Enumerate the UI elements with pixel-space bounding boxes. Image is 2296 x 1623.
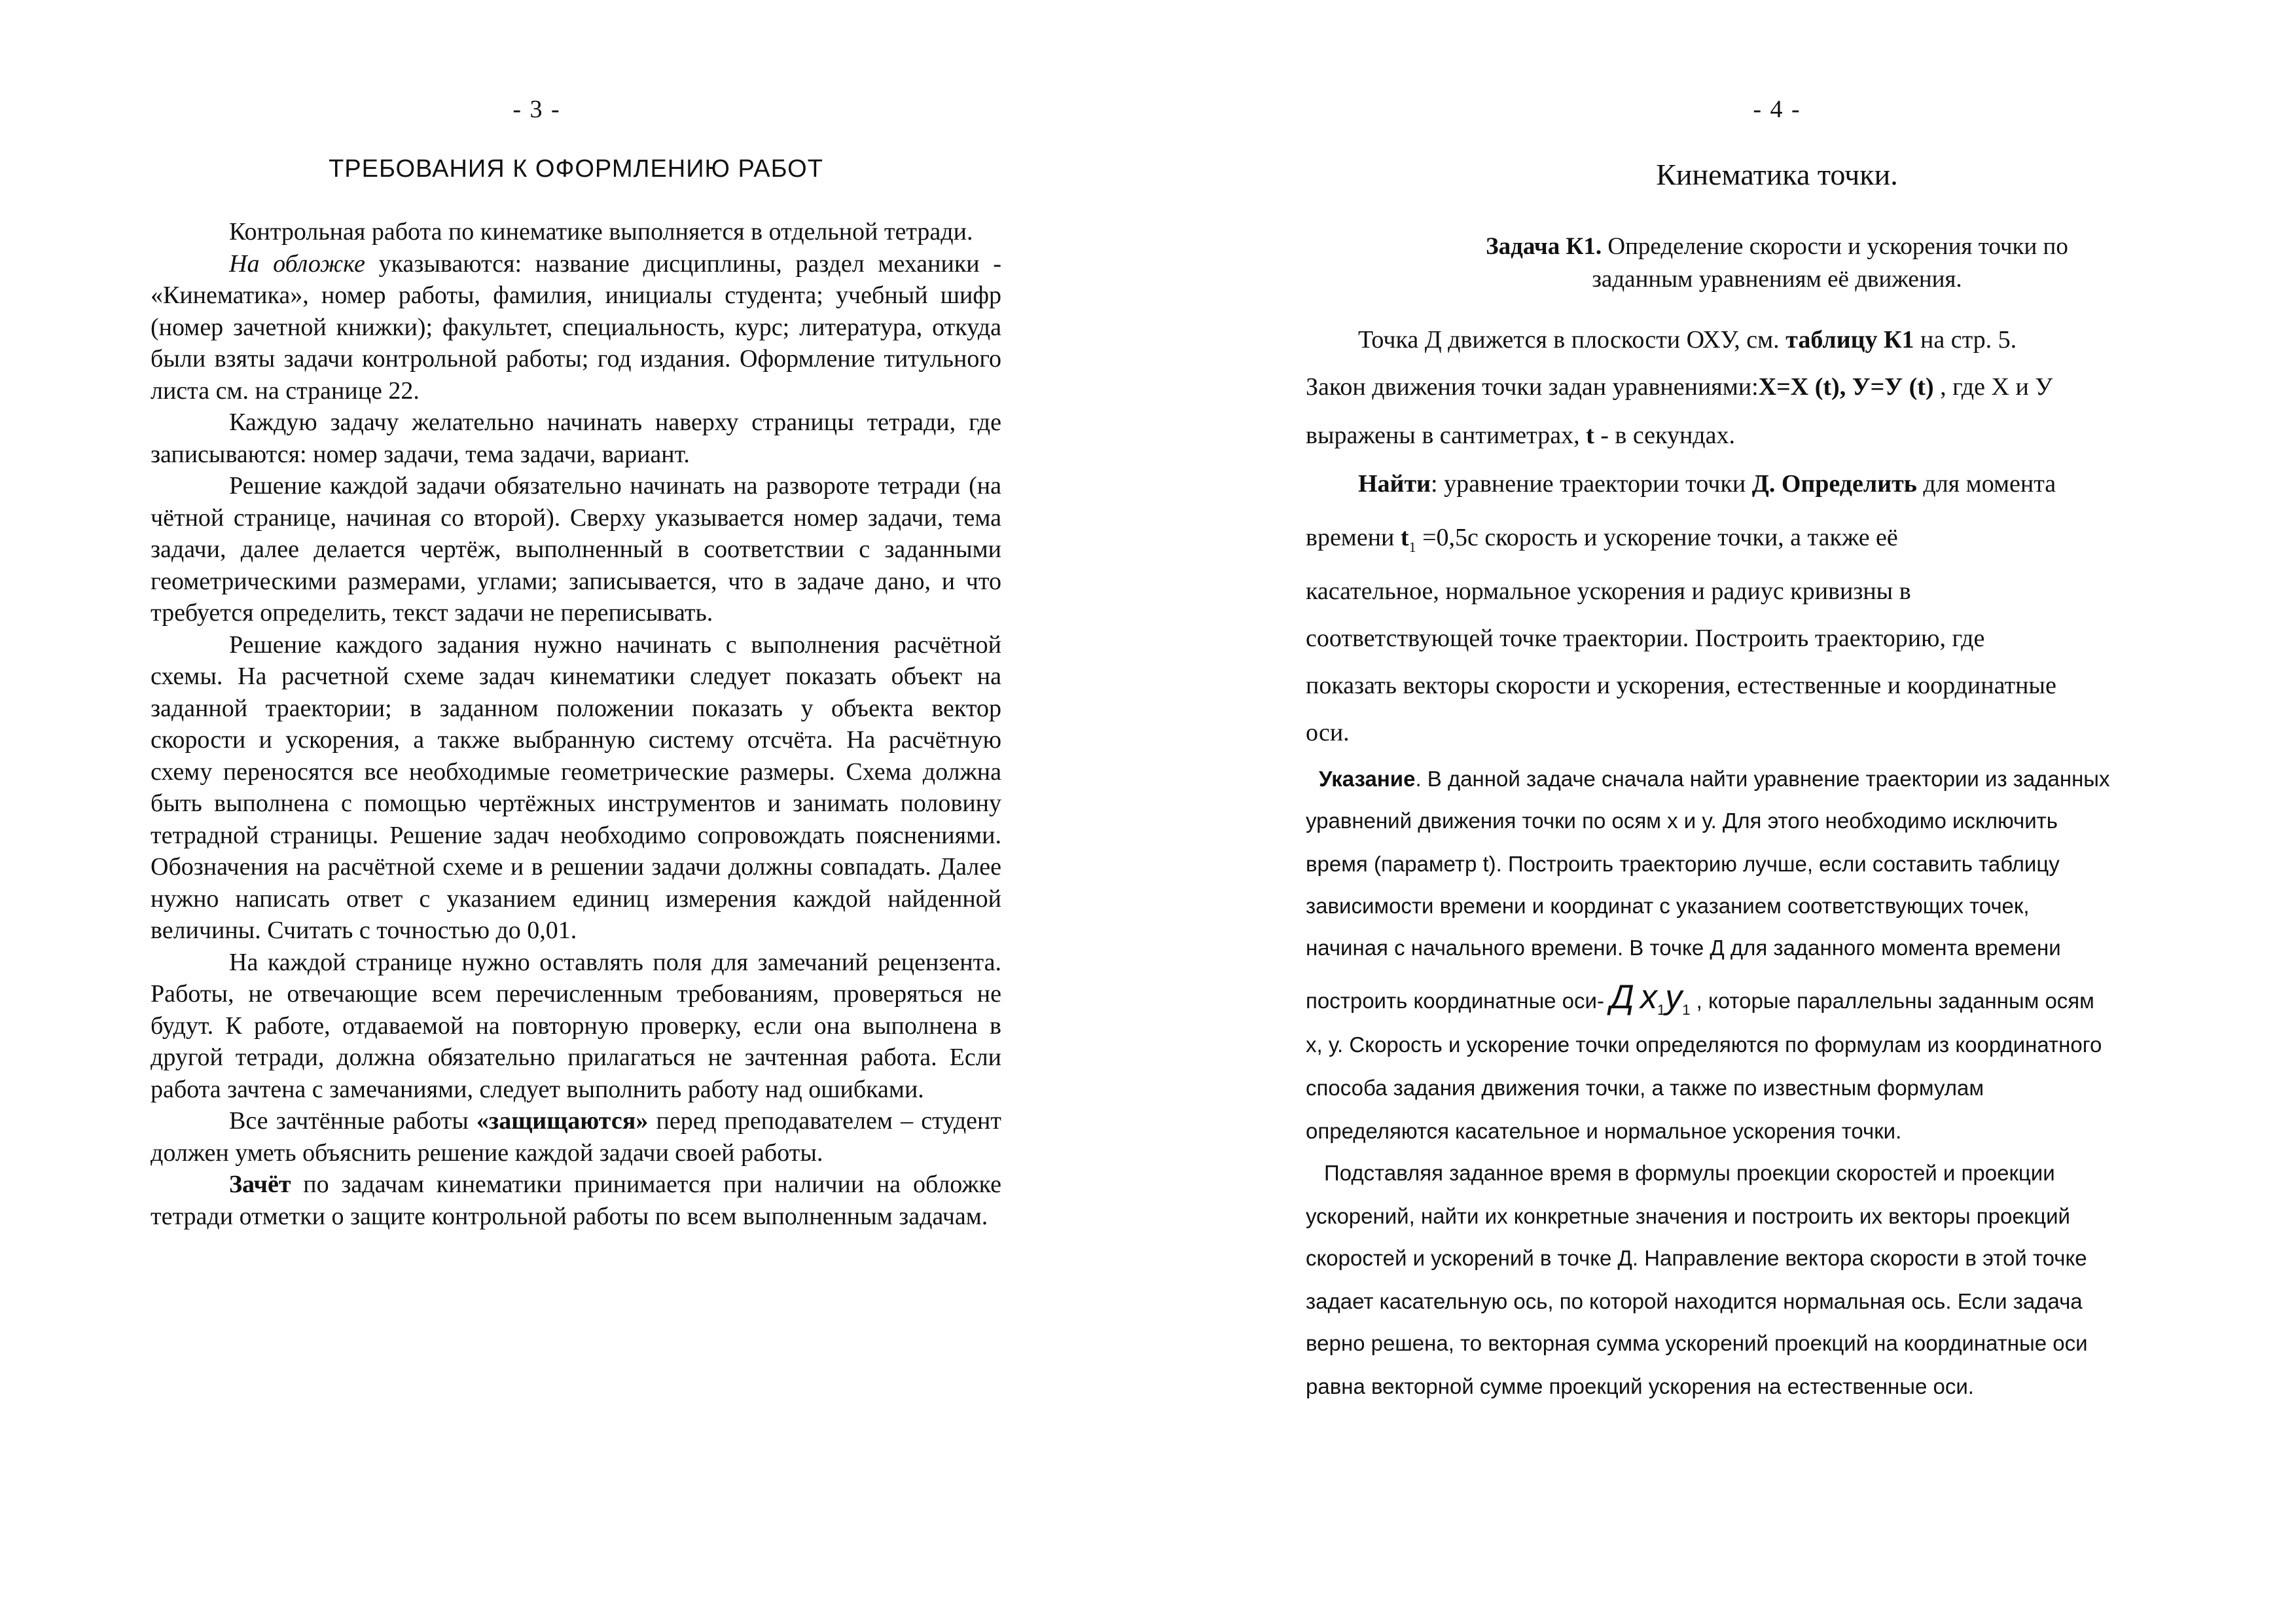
l4-bold-1: Найти — [1358, 470, 1431, 498]
paragraph-3 — [151, 407, 1001, 470]
body-line-2 — [1306, 373, 2150, 401]
hint-line-12: скоростей и ускорений в точке Д. Направление вектора скорости в этой точке — [1306, 1246, 2087, 1270]
math-y-subscript: 1 — [1682, 1002, 1691, 1018]
task-label: Задача К1. — [1486, 233, 1602, 260]
p6-text: На каждой странице нужно оставлять поля для замечаний рецензента. Работы, не отвечающие всем перечисленным требованиям, проверяться не будут. К работе, отдаваемой на повторную проверку, если она выполнена в другой тетради, должна обязательно прилагаться не зачтенная работа. Если работа зачтена с замечаниями, следует выполнить работу над ошибками. — [151, 948, 1001, 1103]
left-page-number: - 3 - — [512, 96, 561, 123]
p4-text: Решение каждой задачи обязательно начинать на развороте тетради (на чётной странице, начиная со второй). Сверху указывается номер задачи, тема задачи, далее делается чертёж, выполненный в соответствии с заданными геометрическими размерами, углами; записывается, что в задаче дано, и что требуется определить, текст задачи не переписывать. — [151, 472, 1001, 627]
body-line-9: оси. — [1306, 719, 1350, 746]
l3-bold: t — [1586, 422, 1594, 449]
math-y: y — [1665, 978, 1683, 1016]
hint-line-9: определяются касательное и нормальное ускорения точки. — [1306, 1119, 1902, 1143]
left-page — [151, 0, 1001, 1623]
left-page-title: ТРЕБОВАНИЯ К ОФОРМЛЕНИЮ РАБОТ — [329, 155, 823, 183]
p7-text-b: перед преподавателем – студент должен уметь объяснить решение каждой задачи своей работы. — [151, 1107, 1001, 1167]
l5-text-b: =0,5с скорость и ускорение точки, а также её — [1416, 524, 1898, 551]
body-line-4 — [1306, 469, 2150, 498]
paragraph-6 — [151, 947, 1001, 1106]
paragraph-2 — [151, 248, 1001, 407]
l1-text-b: на стр. 5. — [1914, 326, 2017, 354]
p1-text: Контрольная работа по кинематике выполняется в отдельной тетради. — [229, 218, 973, 246]
paragraph-1 — [151, 216, 1001, 248]
hint-line-4: зависимости времени и координат с указанием соответствующих точек, — [1306, 894, 2030, 918]
hint-line-1-text: . В данной задаче сначала найти уравнение траектории из заданных — [1415, 767, 2110, 791]
paragraph-8 — [151, 1169, 1001, 1232]
l5-t-symbol: t — [1400, 524, 1409, 551]
hint-label: Указание — [1319, 767, 1416, 791]
l2-bold: Х=Х (t), У=У (t) — [1758, 373, 1934, 401]
p2-italic: На обложке — [229, 249, 365, 278]
p7-text-a: Все зачтённые работы — [229, 1107, 476, 1135]
l3-text-b: - в секундах. — [1594, 422, 1736, 449]
task-heading — [1306, 230, 2248, 296]
body-line-6: касательное, нормальное ускорения и радиус кривизны в — [1306, 577, 1911, 605]
math-x-subscript: 1 — [1657, 1002, 1666, 1018]
paragraph-7 — [151, 1105, 1001, 1169]
right-page-title: Кинематика точки. — [1656, 158, 1898, 191]
p3-text: Каждую задачу желательно начинать наверху страницы тетради, где записываются: номер задачи, тема задачи, вариант. — [151, 409, 1001, 468]
hint-line-1 — [1319, 767, 2163, 792]
body-line-5 — [1306, 523, 2150, 556]
hint-line-10: Подставляя заданное время в формулы проекции скоростей и проекции — [1324, 1161, 2055, 1185]
right-page — [1306, 0, 2150, 1623]
body-line-8: показать векторы скорости и ускорения, естественные и координатные — [1306, 672, 2056, 699]
p8-bold: Зачёт — [229, 1171, 291, 1198]
p5-text: Решение каждого задания нужно начинать с выполнения расчётной схемы. На расчетной схеме задач кинематики следует показать объект на заданной траектории; в заданном положении показать у объекта вектор скорости и ускорения, а также выбранную систему отсчёта. На расчётную схему переносятся все необходимые геометрические размеры. Схема должна быть выполнена с помощью чертёжных инструментов и занимать половину тетрадной страницы. Решение задач необходимо сопровождать пояснениями. Обозначения на расчётной схеме и в решении задачи должны совпадать. Далее нужно написать ответ с указанием единиц измерения каждой найденной величины. Считать с точностью до 0,01. — [151, 630, 1001, 944]
body-line-3 — [1306, 421, 2150, 450]
paragraph-5 — [151, 629, 1001, 947]
l4-bold-2: Д. Определить — [1751, 470, 1917, 498]
left-body-text — [151, 216, 1001, 1232]
hint-line-2: уравнений движения точки по осям х и у. Для этого необходимо исключить — [1306, 809, 2058, 833]
hint-line-7: х, у. Скорость и ускорение точки определяются по формулам из координатного — [1306, 1032, 2102, 1057]
l4-text-a: : уравнение траектории точки — [1431, 470, 1752, 498]
paragraph-4 — [151, 470, 1001, 629]
hint-line-13: задает касательную ось, по которой находится нормальная ось. Если задача — [1306, 1289, 2083, 1313]
task-title-1: Определение скорости и ускорения точки по — [1602, 233, 2068, 260]
l4-text-b: для момента — [1916, 470, 2056, 498]
hint-line-14: верно решена, то векторная сумма ускорений проекций на координатные оси — [1306, 1331, 2088, 1355]
p7-bold: «защищаются» — [476, 1107, 649, 1135]
hint-line-8: способа задания движения точки, а также по известным формулам — [1306, 1076, 1984, 1100]
p2-text: указываются: название дисциплины, раздел механики - «Кинематика», номер работы, фамилия, инициалы студента; учебный шифр (номер зачетной книжки); факультет, специальность, курс; литература, откуда были взяты задачи контрольной работы; год издания. Оформление титульного листа см. на странице 22. — [151, 249, 1001, 405]
math-D: Д — [1610, 978, 1634, 1016]
body-line-1 — [1306, 325, 2150, 354]
hint-line-15: равна векторной сумме проекций ускорения на естественные оси. — [1306, 1374, 1974, 1398]
p8-text: по задачам кинематики принимается при наличии на обложке тетради отметки о защите контрольной работы по всем выполненным задачам. — [151, 1171, 1001, 1230]
task-heading-line-1 — [1306, 230, 2248, 263]
l5-text-a: времени — [1306, 524, 1401, 551]
l1-text-a: Точка Д движется в плоскости ОХУ, см. — [1358, 326, 1786, 354]
hint-line-3: время (параметр t). Построить траекторию лучше, если составить таблицу — [1306, 852, 2060, 876]
l3-text-a: выражены в сантиметрах, — [1306, 422, 1587, 449]
hint-line-5: начиная с начального времени. В точке Д для заданного момента времени — [1306, 936, 2061, 960]
l5-t-subscript: 1 — [1408, 539, 1416, 555]
right-page-number: - 4 - — [1753, 96, 1801, 123]
hint-line-11: ускорений, найти их конкретные значения и построить их векторы проекций — [1306, 1204, 2070, 1228]
l1-bold: таблицу К1 — [1785, 326, 1914, 354]
l2-text-b: , где Х и У — [1933, 373, 2053, 401]
hint-line-6-text-b: , которые параллельны заданным осям — [1690, 989, 2094, 1013]
l2-text-a: Закон движения точки задан уравнениями: — [1306, 373, 1759, 401]
hint-line-6 — [1306, 977, 2150, 1019]
task-heading-line-2: заданным уравнениям её движения. — [1592, 266, 1962, 293]
math-x: x — [1640, 978, 1657, 1016]
hint-line-6-text-a: построить координатные оси- — [1306, 989, 1611, 1013]
body-line-7: соответствующей точке траектории. Построить траекторию, где — [1306, 625, 1985, 652]
